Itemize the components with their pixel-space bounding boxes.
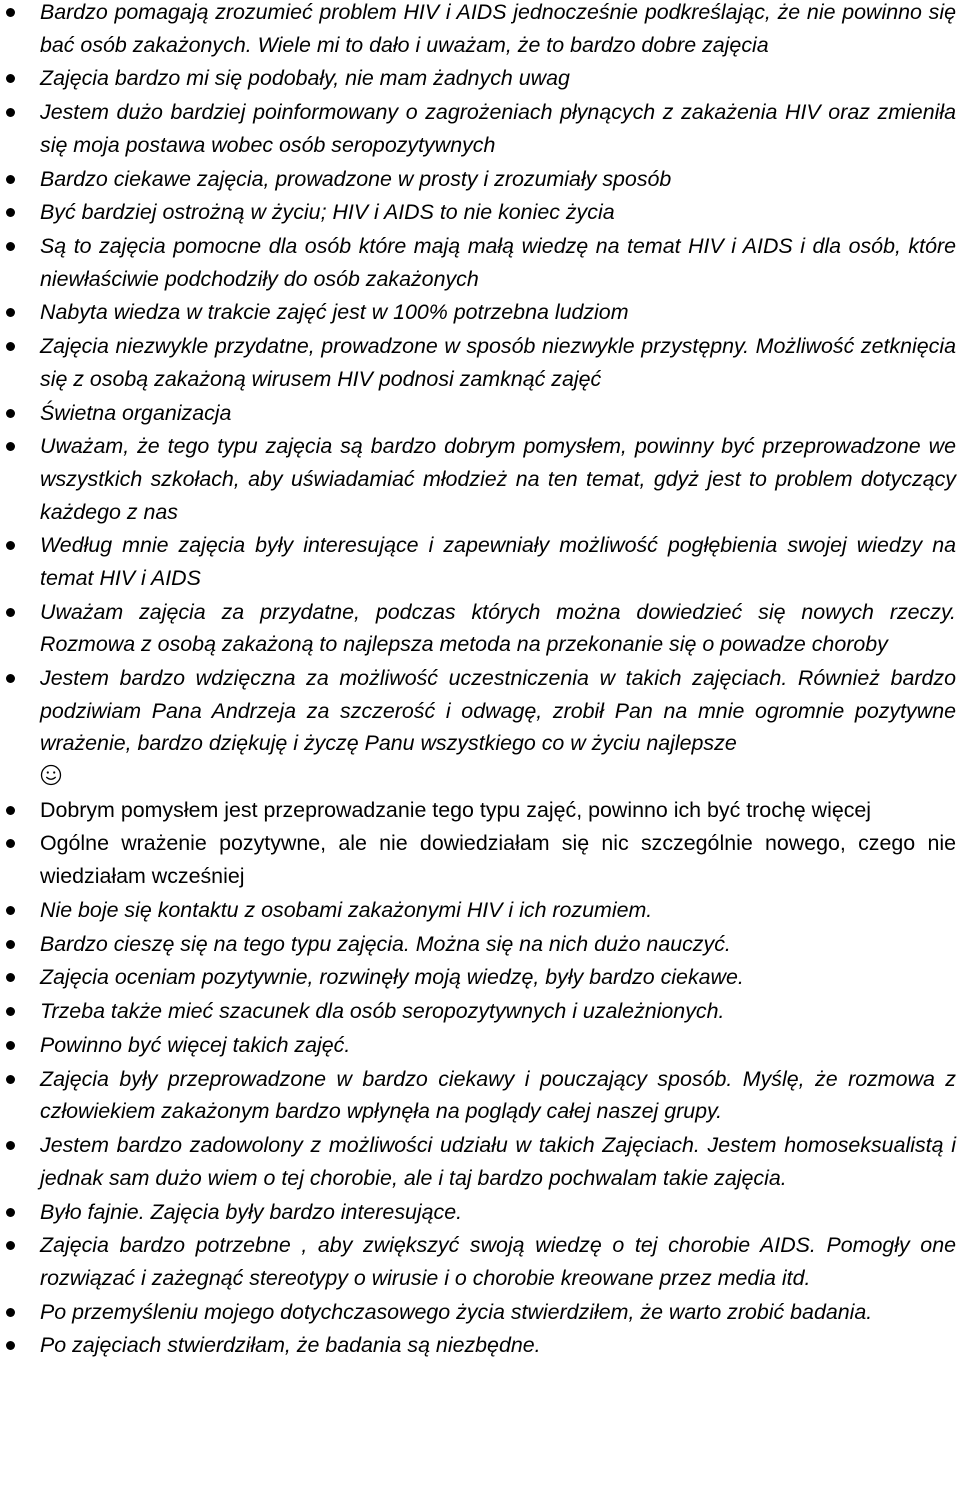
list-item-text: Zajęcia oceniam pozytywnie, rozwinęły moją wiedzę, były bardzo ciekawe. [40, 965, 744, 990]
bullet-icon [6, 342, 15, 351]
bullet-icon [6, 541, 15, 550]
list-item [0, 196, 960, 229]
bullet-icon [6, 1075, 15, 1084]
list-item [0, 163, 960, 196]
list-item [0, 596, 960, 661]
list-item-text: Zajęcia bardzo potrzebne , aby zwiększyć swoją wiedzę o tej chorobie AIDS. Pomogły one rozwiązać i zażegnąć stereotypy o wirusie i o chorobie kreowane przez media itd. [40, 1233, 956, 1290]
list-item [0, 794, 960, 827]
list-item [0, 827, 960, 892]
list-item [0, 1129, 960, 1194]
list-item-text: Po przemyśleniu mojego dotychczasowego życia stwierdziłem, że warto zrobić badania. [40, 1299, 873, 1324]
bullet-icon [6, 906, 15, 915]
list-item-text: Bardzo ciekawe zajęcia, prowadzone w prosty i zrozumiały sposób [40, 166, 672, 191]
list-item-text: Zajęcia bardzo mi się podobały, nie mam żadnych uwag [40, 66, 570, 91]
list-item-text: Było fajnie. Zajęcia były bardzo interesujące. [40, 1199, 463, 1224]
list-item [0, 430, 960, 528]
list-item [0, 1063, 960, 1128]
bullet-icon [6, 108, 15, 117]
list-item [0, 330, 960, 395]
list-item [0, 928, 960, 961]
bullet-icon [6, 8, 15, 17]
bullet-icon [6, 608, 15, 617]
list-item [0, 1196, 960, 1229]
list-item-text: Ogólne wrażenie pozytywne, ale nie dowiedziałam się nic szczególnie nowego, czego nie wiedziałam wcześniej [40, 831, 956, 889]
list-item [0, 1296, 960, 1329]
list-item [0, 894, 960, 927]
list-item-text: Świetna organizacja [40, 400, 232, 425]
list-item [0, 961, 960, 994]
list-item-text: Bardzo cieszę się na tego typu zajęcia. Można się na nich dużo nauczyć. [40, 931, 731, 956]
list-item [0, 1229, 960, 1294]
bullet-icon [6, 1241, 15, 1250]
bullet-icon [6, 308, 15, 317]
list-item-text: Być bardziej ostrożną w życiu; HIV i AIDS to nie koniec życia [40, 200, 615, 225]
list-item [0, 1329, 960, 1362]
list-item-text: Zajęcia były przeprowadzone w bardzo ciekawy i pouczający sposób. Myślę, że rozmowa z człowiekiem zakażonym bardzo wpłynęła na poglądy całej naszej grupy. [40, 1066, 956, 1124]
bullet-icon [6, 1041, 15, 1050]
bullet-icon [6, 442, 15, 451]
list-item-text: Nie boje się kontaktu z osobami zakażonymi HIV i ich rozumiem. [40, 897, 653, 922]
bullet-icon [6, 175, 15, 184]
bullet-icon [6, 806, 15, 815]
bullet-icon [6, 242, 15, 251]
bullet-icon [6, 674, 15, 683]
list-item-text: Bardzo pomagają zrozumieć problem HIV i AIDS jednocześnie podkreślając, że nie powinno się bać osób zakażonych. Wiele mi to dało i uważam, że to bardzo dobre zajęcia [40, 0, 956, 57]
list-item [0, 0, 960, 61]
list-item-text: Są to zajęcia pomocne dla osób które mają małą wiedzę na temat HIV i AIDS i dla osób, które niewłaściwie podchodziły do osób zakażonych [40, 234, 956, 291]
list-item [0, 296, 960, 329]
bullet-icon [6, 1341, 15, 1350]
bullet-icon [6, 839, 15, 848]
list-item-text: Trzeba także mieć szacunek dla osób seropozytywnych i uzależnionych. [40, 999, 725, 1024]
list-item-text: Jestem bardzo wdzięczna za możliwość uczestniczenia w takich zajęciach. Również bardzo podziwiam Pana Andrzeja za szczerość i odwagę, zrobił Pan na mnie ogromnie pozytywne wrażenie, bardzo dziękuję i życzę Panu wszystkiego co w życiu najlepsze [40, 666, 956, 756]
list-item-text: Jestem bardzo zadowolony z możliwości udziału w takich Zajęciach. Jestem homoseksualistą i jednak sam dużo wiem o tej chorobie, ale i taj bardzo pochwalam takie zajęcia. [40, 1133, 956, 1190]
bullet-icon [6, 409, 15, 418]
list-item [0, 62, 960, 95]
bullet-icon [6, 1308, 15, 1317]
list-item [0, 96, 960, 161]
bullet-icon [6, 1007, 15, 1016]
bullet-icon [6, 208, 15, 217]
bullet-icon [6, 973, 15, 982]
list-item [0, 1029, 960, 1062]
bullet-icon [6, 1208, 15, 1217]
list-item-text: Zajęcia niezwykle przydatne, prowadzone w sposób niezwykle przystępny. Możliwość zetknięcia się z osobą zakażoną wirusem HIV podnosi zamknąć zajęć [40, 334, 956, 391]
list-item-text: Po zajęciach stwierdziłam, że badania są niezbędne. [40, 1333, 541, 1358]
list-item [0, 662, 960, 792]
list-item-text: Jestem dużo bardziej poinformowany o zagrożeniach płynących z zakażenia HIV oraz zmieniła się moja postawa wobec osób seropozytywnych [40, 100, 956, 157]
list-item-text: Dobrym pomysłem jest przeprowadzanie tego typu zajęć, powinno ich być trochę więcej [40, 797, 872, 822]
list-item-text: Powinno być więcej takich zajęć. [40, 1032, 351, 1057]
list-item [0, 230, 960, 295]
list-item-text: Według mnie zajęcia były interesujące i zapewniały możliwość pogłębienia swojej wiedzy na temat HIV i AIDS [40, 533, 956, 590]
list-item-text: Nabyta wiedza w trakcie zajęć jest w 100% potrzebna ludziom [40, 300, 629, 325]
list-item-text: Uważam, że tego typu zajęcia są bardzo dobrym pomysłem, powinny być przeprowadzone we wszystkich szkołach, aby uświadamiać młodzież na ten temat, gdyż jest to problem dotyczący każdego z nas [40, 434, 956, 524]
list-item [0, 995, 960, 1028]
smiley-icon [40, 764, 62, 786]
list-item [0, 529, 960, 594]
bullet-icon [6, 940, 15, 949]
bullet-icon [6, 1141, 15, 1150]
bullet-icon [6, 74, 15, 83]
list-item-text: Uważam zajęcia za przydatne, podczas których można dowiedzieć się nowych rzeczy. Rozmowa z osobą zakażoną to najlepsza metoda na przekonanie się o powadze choroby [40, 599, 956, 657]
list-item [0, 397, 960, 430]
